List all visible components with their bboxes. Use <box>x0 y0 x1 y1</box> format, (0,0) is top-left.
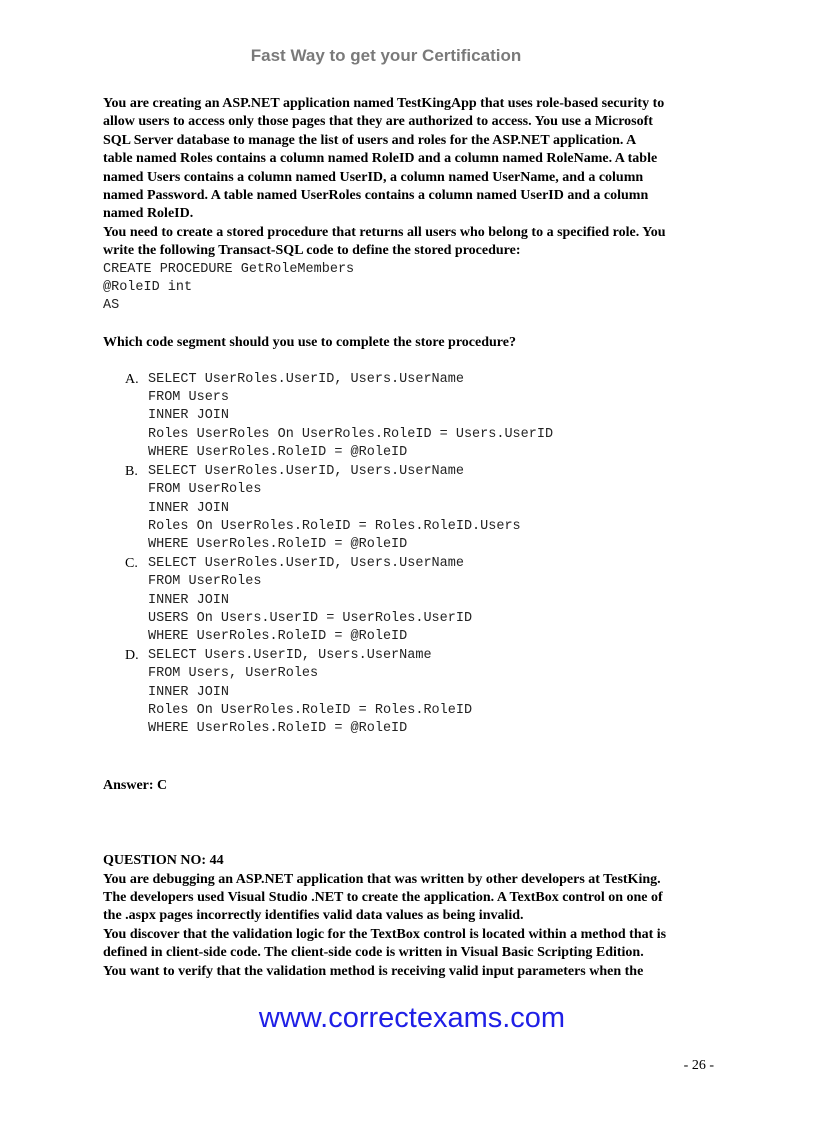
option-letter: B. <box>125 463 138 479</box>
code-line: Roles UserRoles On UserRoles.RoleID = Users.UserID <box>148 426 554 442</box>
intro-line: named RoleID. <box>103 206 194 222</box>
code-line: INNER JOIN <box>148 592 230 608</box>
option-c <box>125 555 718 647</box>
code-line: FROM UserRoles <box>148 482 262 498</box>
code-line: CREATE PROCEDURE GetRoleMembers <box>103 261 355 277</box>
question-line: the .aspx pages incorrectly identifies valid data values as being invalid. <box>103 908 524 924</box>
next-question-text <box>103 871 718 981</box>
code-line: INNER JOIN <box>148 500 230 516</box>
code-line: INNER JOIN <box>148 408 230 424</box>
code-line: Roles On UserRoles.RoleID = Roles.RoleID <box>148 702 473 718</box>
question-line: You want to verify that the validation method is receiving valid input parameters when the <box>103 963 644 979</box>
code-line: SELECT UserRoles.UserID, Users.UserName <box>148 371 464 387</box>
option-letter: C. <box>125 555 138 571</box>
option-letter: A. <box>125 371 139 387</box>
option-d <box>125 647 718 739</box>
code-line: Roles On UserRoles.RoleID = Roles.RoleID.Users <box>148 518 521 534</box>
code-line: SELECT UserRoles.UserID, Users.UserName <box>148 555 464 571</box>
intro-line: table named Roles contains a column named RoleID and a column named RoleName. A table <box>103 151 658 167</box>
intro-line: named Password. A table named UserRoles contains a column named UserID and a column <box>103 188 649 204</box>
document-body <box>103 95 718 981</box>
option-a <box>125 371 718 463</box>
intro-line: You need to create a stored procedure that returns all users who belong to a specified role. You <box>103 224 666 240</box>
intro-line: SQL Server database to manage the list of users and roles for the ASP.NET application. A <box>103 132 637 148</box>
intro-line: allow users to access only those pages that they are authorized to access. You use a Microsoft <box>103 114 653 130</box>
code-line: FROM Users, UserRoles <box>148 666 319 682</box>
code-line: WHERE UserRoles.RoleID = @RoleID <box>148 445 408 461</box>
footer-link[interactable]: www.correctexams.com <box>258 1002 566 1034</box>
option-letter: D. <box>125 647 139 663</box>
code-line: WHERE UserRoles.RoleID = @RoleID <box>148 629 408 645</box>
question-number: QUESTION NO: 44 <box>103 853 224 869</box>
question-line: defined in client-side code. The client-side code is written in Visual Basic Scripting Edition. <box>103 945 644 961</box>
question-line: You discover that the validation logic for the TextBox control is located within a method that is <box>103 926 667 942</box>
code-line: FROM Users <box>148 390 230 406</box>
code-line: FROM UserRoles <box>148 574 262 590</box>
code-line: AS <box>103 298 120 314</box>
code-line: SELECT Users.UserID, Users.UserName <box>148 647 432 663</box>
intro-line: write the following Transact-SQL code to define the stored procedure: <box>103 243 521 259</box>
intro-line: named Users contains a column named UserID, a column named UserName, and a column <box>103 169 644 185</box>
option-b <box>125 463 718 555</box>
code-line: USERS On Users.UserID = UserRoles.UserID <box>148 610 473 626</box>
code-line: WHERE UserRoles.RoleID = @RoleID <box>148 537 408 553</box>
code-line: INNER JOIN <box>148 684 230 700</box>
answer-text: Answer: C <box>103 777 168 793</box>
question-text: Which code segment should you use to complete the store procedure? <box>103 335 516 351</box>
intro-paragraph <box>103 95 718 261</box>
answer-options <box>125 371 718 739</box>
question-line: You are debugging an ASP.NET application that was written by other developers at TestKing. <box>103 871 661 887</box>
intro-line: You are creating an ASP.NET application named TestKingApp that uses role-based security to <box>103 96 665 111</box>
page-number: - 26 - <box>683 1058 714 1073</box>
page-header: Fast Way to get your Certification <box>250 46 522 65</box>
code-line: SELECT UserRoles.UserID, Users.UserName <box>148 463 464 479</box>
code-line: @RoleID int <box>103 280 193 296</box>
question-line: The developers used Visual Studio .NET to create the application. A TextBox control on one of <box>103 890 663 906</box>
intro-code-block <box>103 261 718 316</box>
code-line: WHERE UserRoles.RoleID = @RoleID <box>148 721 408 737</box>
